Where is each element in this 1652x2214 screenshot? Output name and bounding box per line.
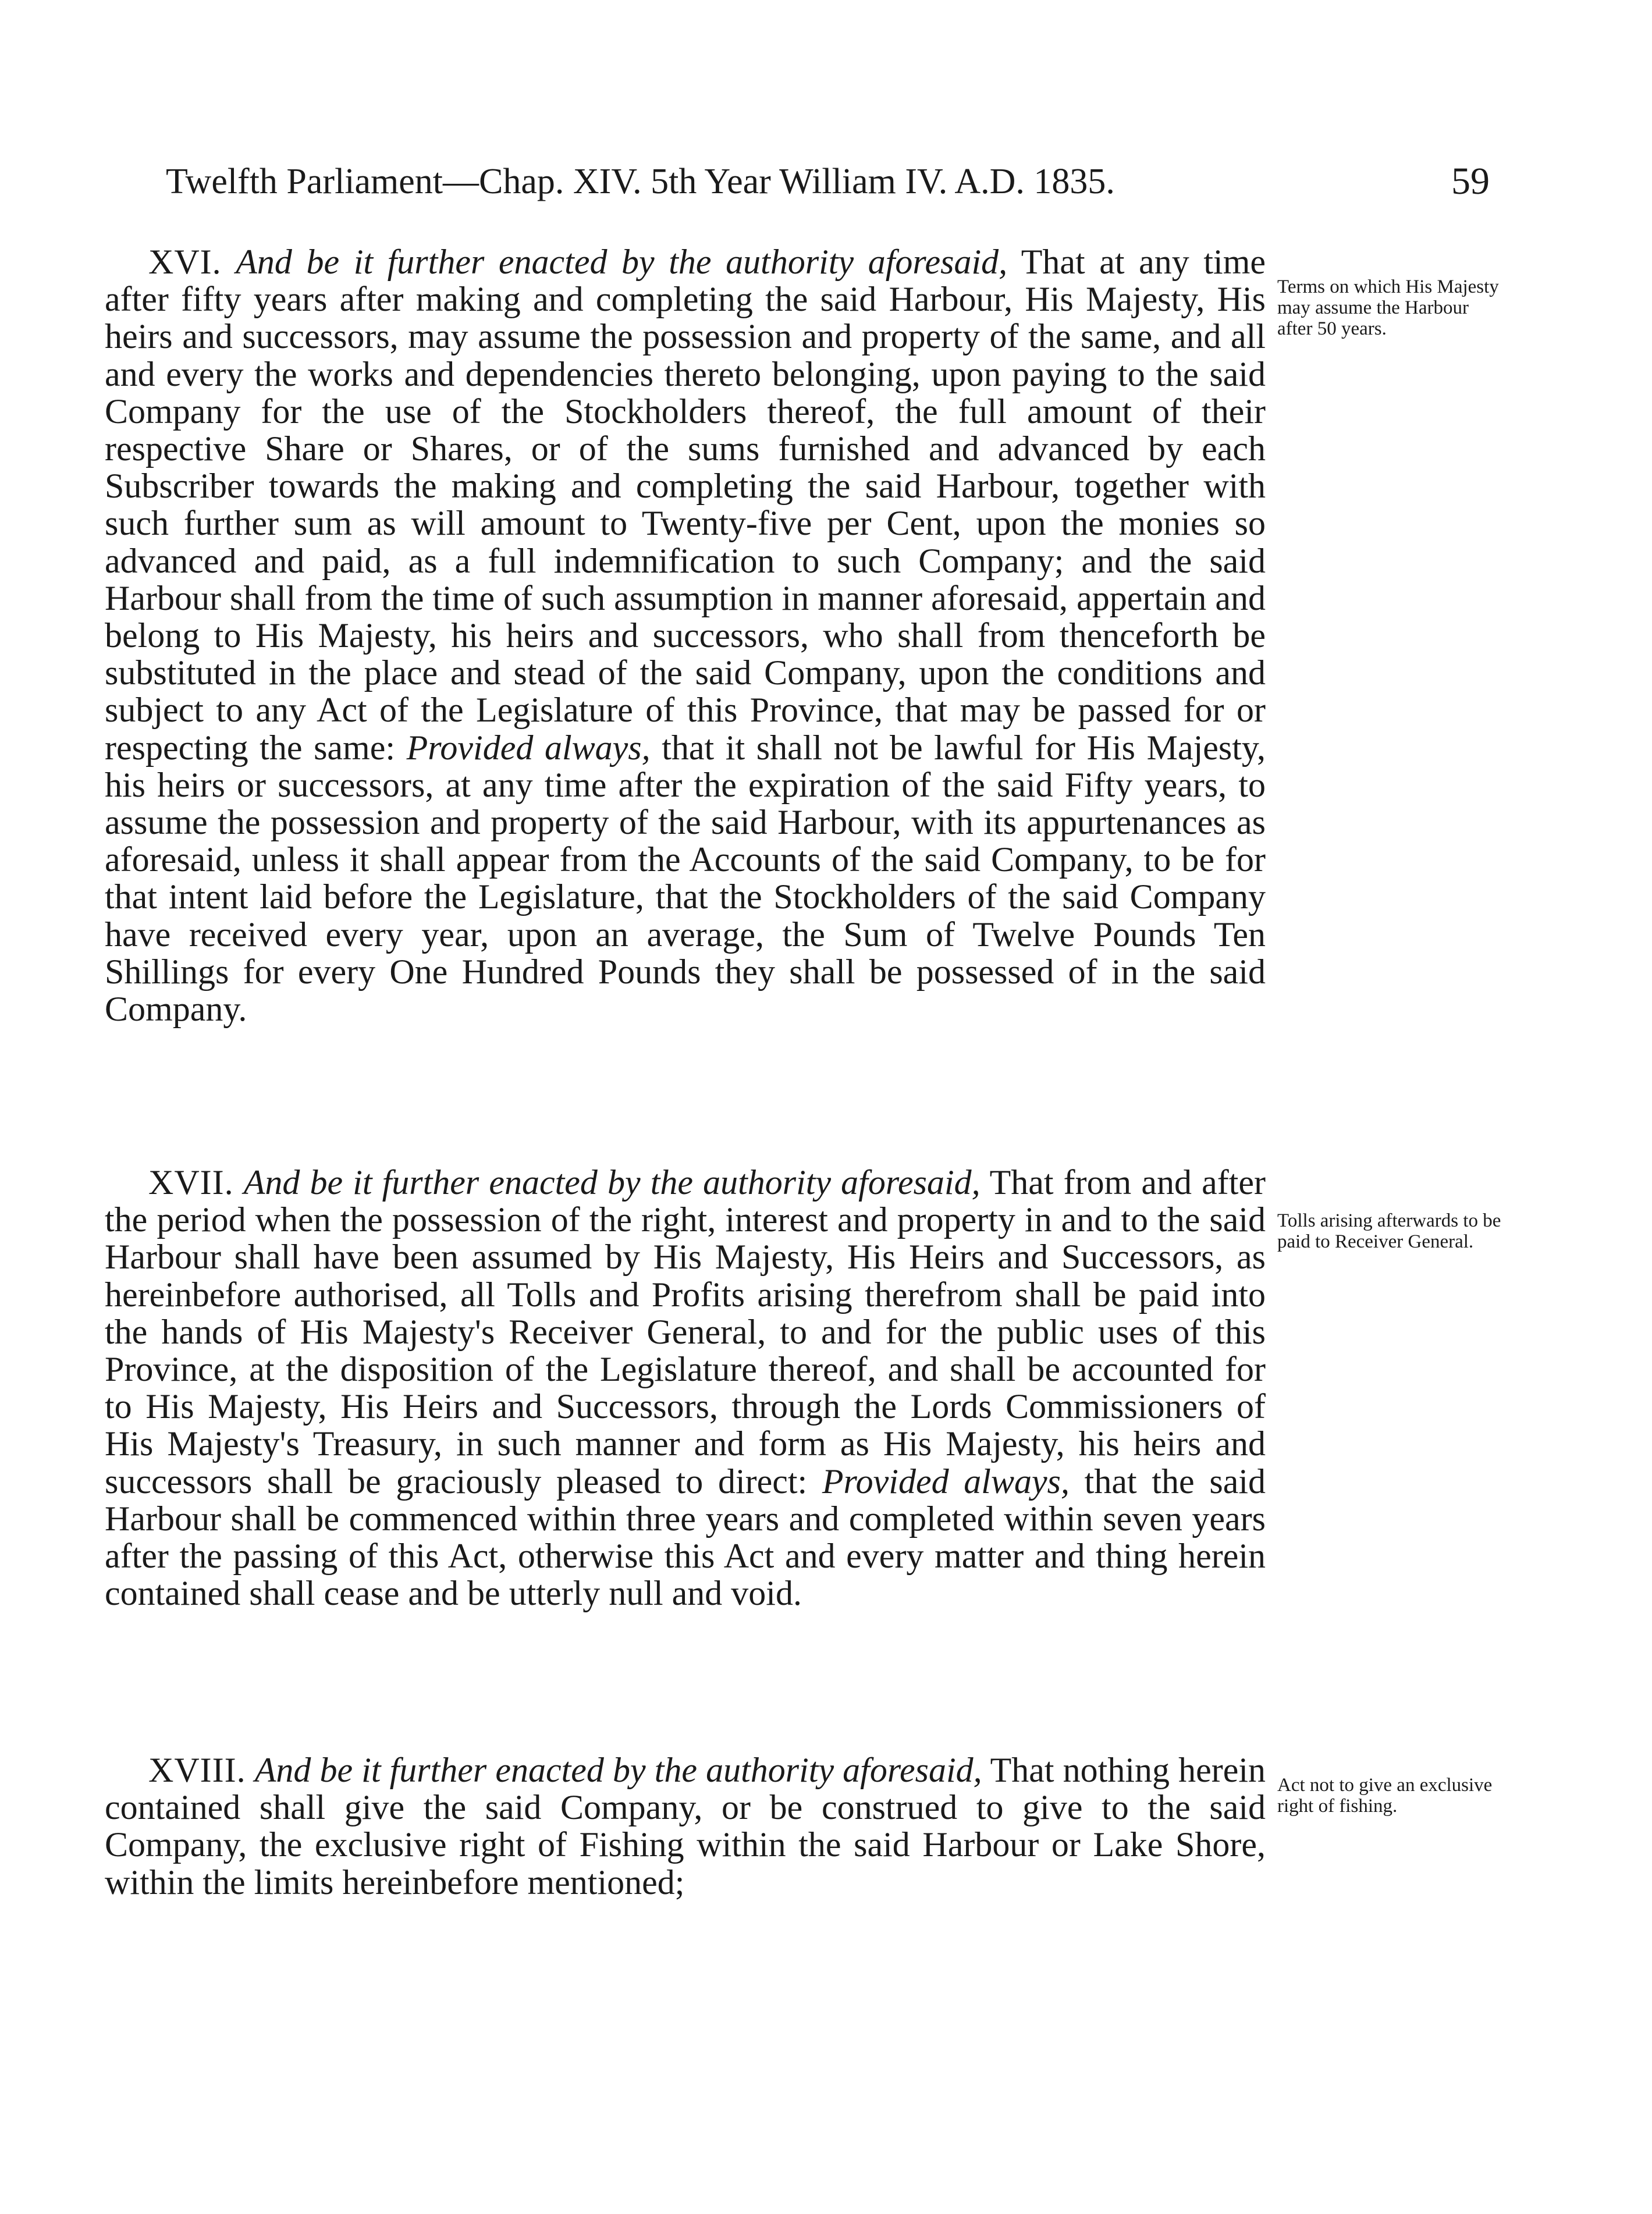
section-xvi (105, 243, 1266, 1028)
page-header (166, 152, 1490, 211)
section-number: XVI. (148, 243, 222, 281)
section-xviii (105, 1751, 1266, 1901)
proviso-label: Provided always, (406, 728, 651, 767)
section-text: That at any time after fifty years after making and completing the said Harbour, His Majesty, His heirs and successors, may assume the possession and property of the same, and all and every the works and dependencies thereto belonging, upon paying to the said Company for the use of the Stockholders thereof, the full amount of their respective Share or Shares, or of the sums furnished and advanced by each Subscriber towards the making and completing the said Harbour, together with such further sum as will amount to Twenty-five per Cent, upon the monies so advanced and paid, as a full indemnification to such Company; and the said Harbour shall from the time of such assumption in manner aforesaid, appertain and belong to His Majesty, his heirs and successors, who shall from thenceforth be substituted in the place and stead of the said Company, upon the conditions and subject to any Act of the Legislature of this Province, that may be passed for or respecting the same: (105, 243, 1266, 767)
enacting-formula: And be it further enacted by the authority aforesaid, (243, 1163, 980, 1202)
section-number: XVIII. (148, 1751, 246, 1789)
section-xvii (105, 1164, 1266, 1612)
enacting-formula: And be it further enacted by the authority aforesaid, (236, 243, 1008, 281)
marginal-note-xviii: Act not to give an exclusive right of fishing. (1277, 1775, 1493, 1817)
running-head: Twelfth Parliament—Chap. XIV. 5th Year William IV. A.D. 1835. (166, 162, 1115, 201)
enacting-formula: And be it further enacted by the authority aforesaid, (254, 1751, 982, 1789)
section-number: XVII. (148, 1163, 234, 1202)
marginal-note-xvi: Terms on which His Majesty may assume the Harbour after 50 years. (1277, 276, 1499, 339)
proviso-text: that the said Harbour shall be commenced within three years and completed within seven years after the passing of this Act, otherwise this Act and every matter and thing herein contained shall cease and be utterly null and void. (105, 1462, 1266, 1613)
proviso-label: Provided always, (822, 1462, 1070, 1501)
section-text: That from and after the period when the possession of the right, interest and property in and to the said Harbour shall have been assumed by His Majesty, His Heirs and Successors, as hereinbefore authorised, all Tolls and Profits arising therefrom shall be paid into the hands of His Majesty's Receiver General, to and for the public uses of this Province, at the disposition of the Legislature thereof, and shall be accounted for to His Majesty, His Heirs and Successors, through the Lords Commissioners of His Majesty's Treasury, in such manner and form as His Majesty, his heirs and successors shall be graciously pleased to direct: (105, 1163, 1266, 1501)
proviso-text: that it shall not be lawful for His Majesty, his heirs or successors, at any time after the expiration of the said Fifty years, to assume the possession and property of the said Harbour, with its appurtenances as aforesaid, unless it shall appear from the Accounts of the said Company, to be for that intent laid before the Legislature, that the Stockholders of the said Company have received every year, upon an average, the Sum of Twelve Pounds Ten Shillings for every One Hundred Pounds they shall be possessed of in the said Company. (105, 728, 1266, 1029)
section-text: That nothing herein contained shall give the said Company, or be construed to give to the said Company, the exclusive right of Fishing within the said Harbour or Lake Shore, within the limits hereinbefore mentioned; (105, 1751, 1266, 1902)
page-number: 59 (1451, 160, 1490, 202)
marginal-note-xvii: Tolls arising afterwards to be paid to Receiver General. (1277, 1210, 1501, 1252)
